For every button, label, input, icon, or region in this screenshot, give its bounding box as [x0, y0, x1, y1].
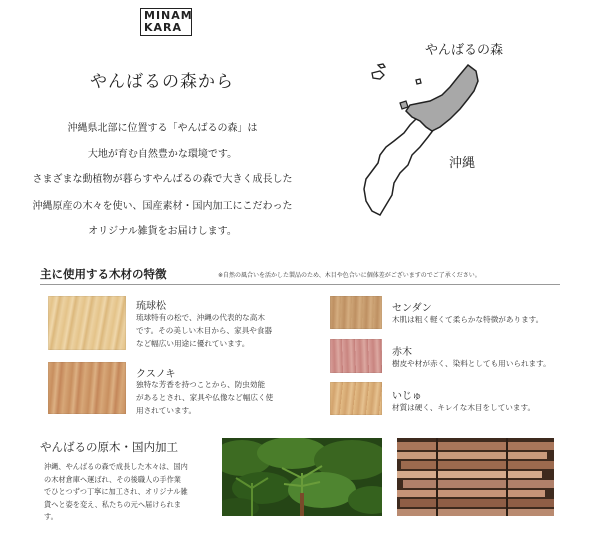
origin-text-line-2: の木材倉庫へ運ばれ、その後職人の手作業 [44, 474, 181, 484]
page-title: やんばるの森から [90, 72, 234, 92]
wood-swatch-iju [330, 382, 382, 415]
intro-line-3: さまざまな動植物が暮らすやんばるの森で大きく成長した [32, 174, 293, 185]
map-label-yanbaru: やんばるの森 [425, 43, 504, 58]
wood-name-ryukyumatsu: 琉球松 [136, 301, 166, 312]
brand-line-1: MINAM [144, 9, 193, 22]
intro-line-2: 大地が育む自然豊かな環境です。 [87, 149, 238, 160]
okinawa-map [350, 55, 490, 220]
origin-text-line-5: す。 [44, 512, 58, 521]
origin-text [44, 461, 216, 524]
wood-swatch-kusunoki [48, 362, 126, 414]
intro-line-4: 沖縄原産の木々を使い、国産素材・国内加工にこだわった [32, 201, 293, 212]
wood-name-iju: いじゅ [392, 391, 422, 402]
forest-photo [222, 438, 382, 516]
wood-desc-ryukyumatsu-2: です。その美しい木目から、家具や食器 [136, 326, 273, 335]
wood-name-sendan: センダン [392, 303, 432, 314]
motobu-peninsula [400, 101, 408, 109]
wood-desc-ryukyumatsu-1: 琉球特有の松で、沖縄の代表的な高木 [136, 313, 265, 322]
origin-text-line-3: でひとつずつ丁寧に加工され、オリジナル雑 [44, 487, 188, 496]
island-small-2 [378, 64, 385, 68]
island-small-1 [372, 71, 384, 79]
wood-swatch-akagi [330, 339, 382, 373]
woods-section-title: 主に使用する木材の特徴 [40, 267, 167, 281]
woods-section-note: ※自然の風合いを活かした製品のため、木目や色合いに個体差がございますのでご了承ください。 [218, 272, 481, 279]
wood-desc-kusunoki-3: 用されています。 [136, 406, 197, 415]
wood-desc-akagi: 樹皮や材が赤く、染料としても用いられます。 [392, 359, 551, 368]
origin-title: やんばるの原木・国内加工 [40, 440, 178, 454]
wood-swatch-sendan [330, 296, 382, 329]
wood-desc-iju: 材質は硬く、キレイな木目をしています。 [392, 403, 536, 412]
wood-swatch-ryukyumatsu [48, 296, 126, 350]
wood-name-kusunoki: クスノキ [136, 369, 176, 380]
island-small-3 [416, 79, 421, 84]
wood-desc-ryukyumatsu-3: など幅広い用途に優れています。 [136, 339, 250, 348]
origin-text-line-1: 沖縄、やんばるの森で成長した木々は、国内 [44, 462, 188, 471]
wood-desc-kusunoki-2: があるとされ、家具や仏像など幅広く使 [136, 393, 274, 402]
wood-desc-kusunoki-1: 独特な芳香を持つことから、防虫効能 [136, 380, 266, 389]
intro-line-1: 沖縄県北部に位置する「やんばるの森」は [67, 123, 258, 134]
origin-text-line-4: 貨へと姿を変え、私たちの元へ届けられま [44, 499, 181, 509]
main-island-south [364, 115, 434, 215]
intro-line-5: オリジナル雑貨をお届けします。 [88, 226, 237, 237]
wood-desc-sendan: 木肌は粗く軽くて柔らかな特徴があります。 [392, 315, 544, 324]
lumber-stack-photo [397, 438, 554, 516]
map-label-okinawa: 沖縄 [449, 156, 476, 171]
section-divider [40, 284, 560, 285]
brand-logo [140, 8, 192, 36]
brand-line-2: KARA [144, 21, 183, 34]
wood-name-akagi: 赤木 [392, 347, 412, 358]
